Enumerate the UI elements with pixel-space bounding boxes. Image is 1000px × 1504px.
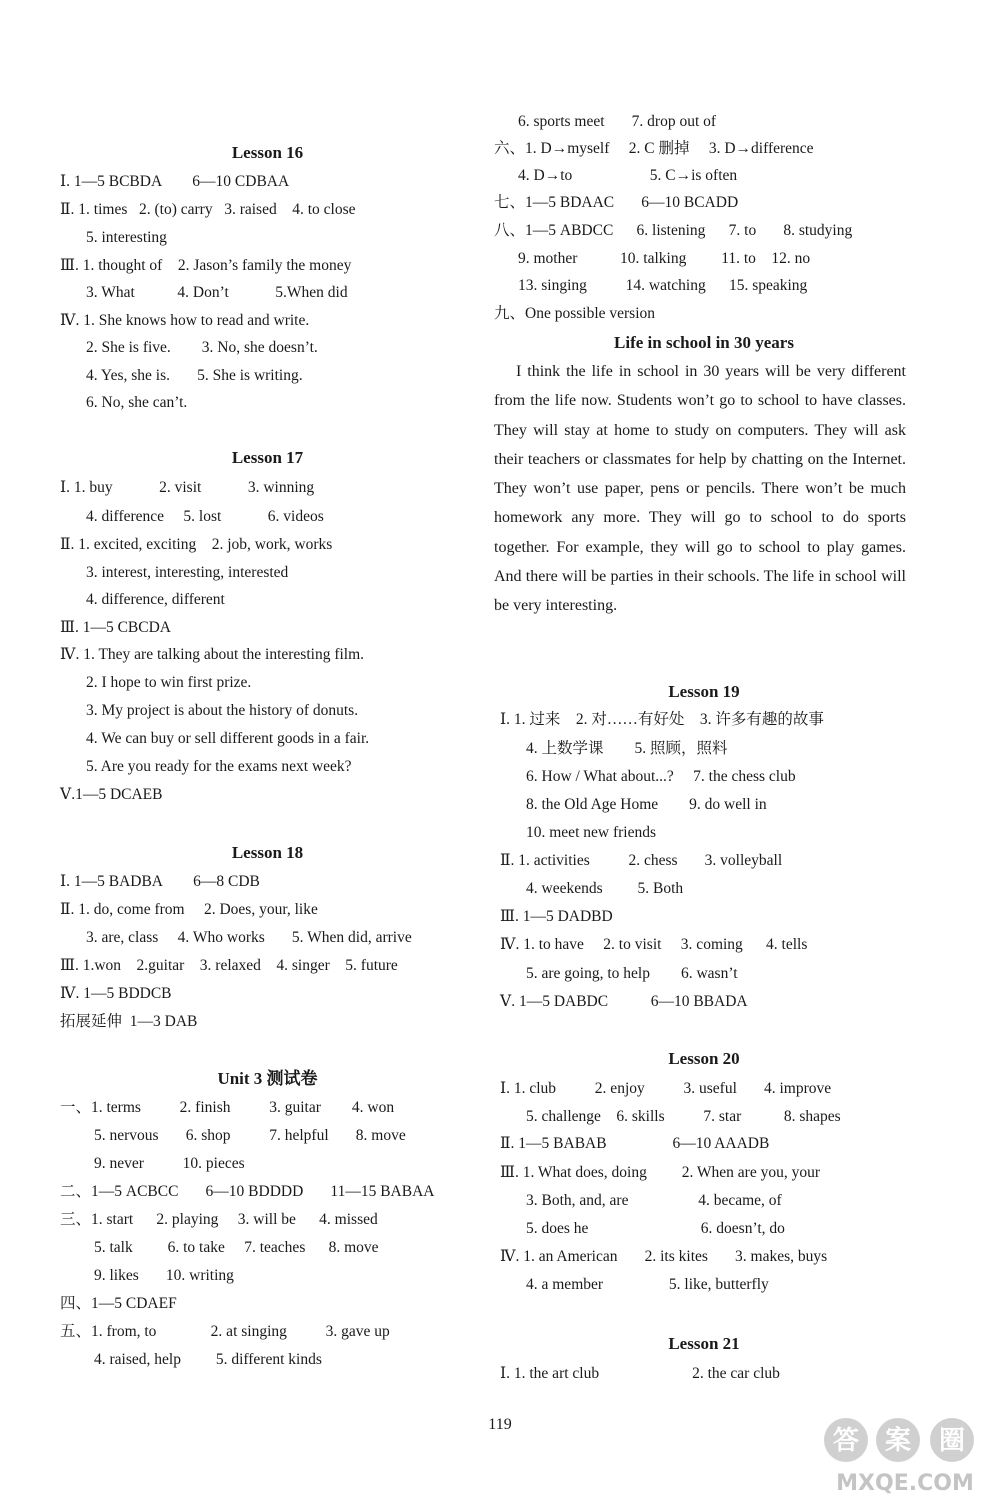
answer-line: Ⅱ. 1. do, come from 2. Does, your, like [60, 901, 318, 918]
lesson-19-title: Lesson 19 [668, 682, 740, 701]
answer-line: 4. difference, different [86, 591, 225, 608]
answer-line: Ⅲ. 1—5 CBCDA [60, 619, 171, 636]
answer-line: 13. singing 14. watching 15. speaking [518, 277, 808, 294]
answer-line: 9. never 10. pieces [94, 1155, 245, 1172]
answer-line: 七、1—5 BDAAC 6—10 BCADD [494, 194, 739, 211]
answer-line: 5. nervous 6. shop 7. helpful 8. move [94, 1127, 406, 1144]
watermark-text: MXQE.COM [836, 1471, 974, 1496]
answer-line: 9. mother 10. talking 11. to 12. no [518, 250, 811, 267]
watermark-logo [820, 1410, 990, 1498]
answer-line: 6. sports meet 7. drop out of [518, 113, 717, 130]
answer-line: 5. challenge 6. skills 7. star 8. shapes [526, 1108, 841, 1125]
answer-line: 5. are going, to help 6. wasn’t [526, 965, 738, 982]
answer-line: 3. What 4. Don’t 5.When did [86, 284, 348, 301]
answer-line: 3. are, class 4. Who works 5. When did, arrive [86, 929, 412, 946]
answer-line: 六、1. D→myself 2. C 删掉 3. D→difference [494, 140, 814, 157]
answer-line: 4. 上数学课 5. 照顾，照料 [526, 740, 728, 757]
answer-line: 6. How / What about...? 7. the chess club [526, 768, 796, 785]
answer-line: Ⅴ. 1—5 DABDC 6—10 BBADA [500, 993, 748, 1010]
answer-line: 九、One possible version [494, 305, 656, 322]
answer-line: 3. Both, and, are 4. became, of [526, 1192, 782, 1209]
answer-line: Ⅳ. 1—5 BDDCB [60, 985, 172, 1002]
answer-line: Ⅰ. 1. club 2. enjoy 3. useful 4. improve [500, 1080, 832, 1097]
answer-line: 5. Are you ready for the exams next week? [86, 758, 352, 775]
answer-line: Ⅱ. 1. activities 2. chess 3. volleyball [500, 852, 783, 869]
answer-line: 一、1. terms 2. finish 3. guitar 4. won [60, 1099, 395, 1116]
watermark-char: 圈 [938, 1426, 966, 1456]
answer-line: 4. raised, help 5. different kinds [94, 1351, 322, 1368]
answer-line: Ⅴ.1—5 DCAEB [60, 786, 163, 803]
watermark-char: 案 [884, 1426, 912, 1456]
answer-line: 4. a member 5. like, butterfly [526, 1276, 769, 1293]
essay-paragraph: I think the life in school in 30 years will be very different from the life now. Students won’t go to school to have classes. They will stay at home to study on computers. They will ask their teachers or classmates for help by chatting on the Internet. They won’t use paper, pens or pencils. There won’t be much homework any more. They will go to school to do sports together. For example, they will go to school to play games. And there will be parties in their schools. The life in school will be very interesting. [494, 363, 906, 615]
answer-line: 2. She is five. 3. No, she doesn’t. [86, 339, 318, 356]
lesson-17-title: Lesson 17 [231, 448, 304, 467]
lesson-16-title: Lesson 16 [231, 143, 304, 162]
answer-line: 3. My project is about the history of donuts. [86, 702, 359, 719]
answer-line: 4. difference 5. lost 6. videos [86, 508, 324, 525]
answer-line: 二、1—5 ACBCC 6—10 BDDDD 11—15 BABAA [60, 1183, 435, 1200]
lesson-18-title: Lesson 18 [231, 843, 304, 862]
answer-line: 四、1—5 CDAEF [60, 1295, 177, 1312]
answer-line: 4. weekends 5. Both [526, 880, 684, 897]
unit-3-test-title: Unit 3 测试卷 [217, 1069, 318, 1088]
answer-line: Ⅰ. 1. 过来 2. 对……有好处 3. 许多有趣的故事 [500, 711, 824, 728]
answer-line: 5. does he 6. doesn’t, do [526, 1220, 785, 1237]
page-number: 119 [488, 1416, 512, 1433]
answer-line: 10. meet new friends [526, 824, 656, 841]
answer-line: 4. We can buy or sell different goods in a fair. [86, 730, 370, 747]
answer-line: 4. D→to 5. C→is often [518, 167, 738, 184]
answer-line: 5. talk 6. to take 7. teaches 8. move [94, 1239, 379, 1256]
answer-line: Ⅲ. 1.won 2.guitar 3. relaxed 4. singer 5. future [60, 957, 398, 974]
answer-line: Ⅰ. 1—5 BCBDA 6—10 CDBAA [60, 173, 290, 190]
answer-line: 5. interesting [86, 229, 167, 246]
answer-line: 8. the Old Age Home 9. do well in [526, 796, 767, 813]
answer-line: Ⅰ. 1. buy 2. visit 3. winning [60, 479, 315, 496]
answer-line: 6. No, she can’t. [86, 394, 188, 411]
lesson-21-title: Lesson 21 [668, 1334, 740, 1353]
essay-title: Life in school in 30 years [614, 333, 794, 352]
answer-line: 2. I hope to win first prize. [86, 674, 252, 691]
answer-line: Ⅰ. 1. the art club 2. the car club [500, 1365, 780, 1382]
answer-line: 拓展延伸 1—3 DAB [60, 1013, 198, 1030]
answer-line: Ⅱ. 1. excited, exciting 2. job, work, works [60, 536, 333, 553]
watermark-char: 答 [832, 1426, 860, 1456]
answer-line: Ⅳ. 1. an American 2. its kites 3. makes, buys [500, 1248, 828, 1265]
answer-line: Ⅳ. 1. They are talking about the interesting film. [60, 646, 365, 663]
answer-line: Ⅱ. 1. times 2. (to) carry 3. raised 4. to close [60, 201, 356, 218]
answer-line: Ⅲ. 1—5 DADBD [500, 908, 613, 925]
answer-line: 八、1—5 ABDCC 6. listening 7. to 8. studying [494, 222, 853, 239]
answer-line: 三、1. start 2. playing 3. will be 4. missed [60, 1211, 378, 1228]
answer-line: Ⅳ. 1. to have 2. to visit 3. coming 4. tells [500, 936, 808, 953]
answer-line: 3. interest, interesting, interested [86, 564, 289, 581]
answer-line: Ⅰ. 1—5 BADBA 6—8 CDB [60, 873, 260, 890]
answer-line: Ⅲ. 1. What does, doing 2. When are you, your [500, 1164, 821, 1181]
answer-line: 4. Yes, she is. 5. She is writing. [86, 367, 303, 384]
answer-line: Ⅲ. 1. thought of 2. Jason’s family the money [60, 257, 352, 274]
lesson-20-title: Lesson 20 [668, 1049, 740, 1068]
answer-line: 9. likes 10. writing [94, 1267, 234, 1284]
answer-line: 五、1. from, to 2. at singing 3. gave up [60, 1323, 390, 1340]
answer-line: Ⅳ. 1. She knows how to read and write. [60, 312, 310, 329]
answer-line: Ⅱ. 1—5 BABAB 6—10 AAADB [500, 1135, 770, 1152]
